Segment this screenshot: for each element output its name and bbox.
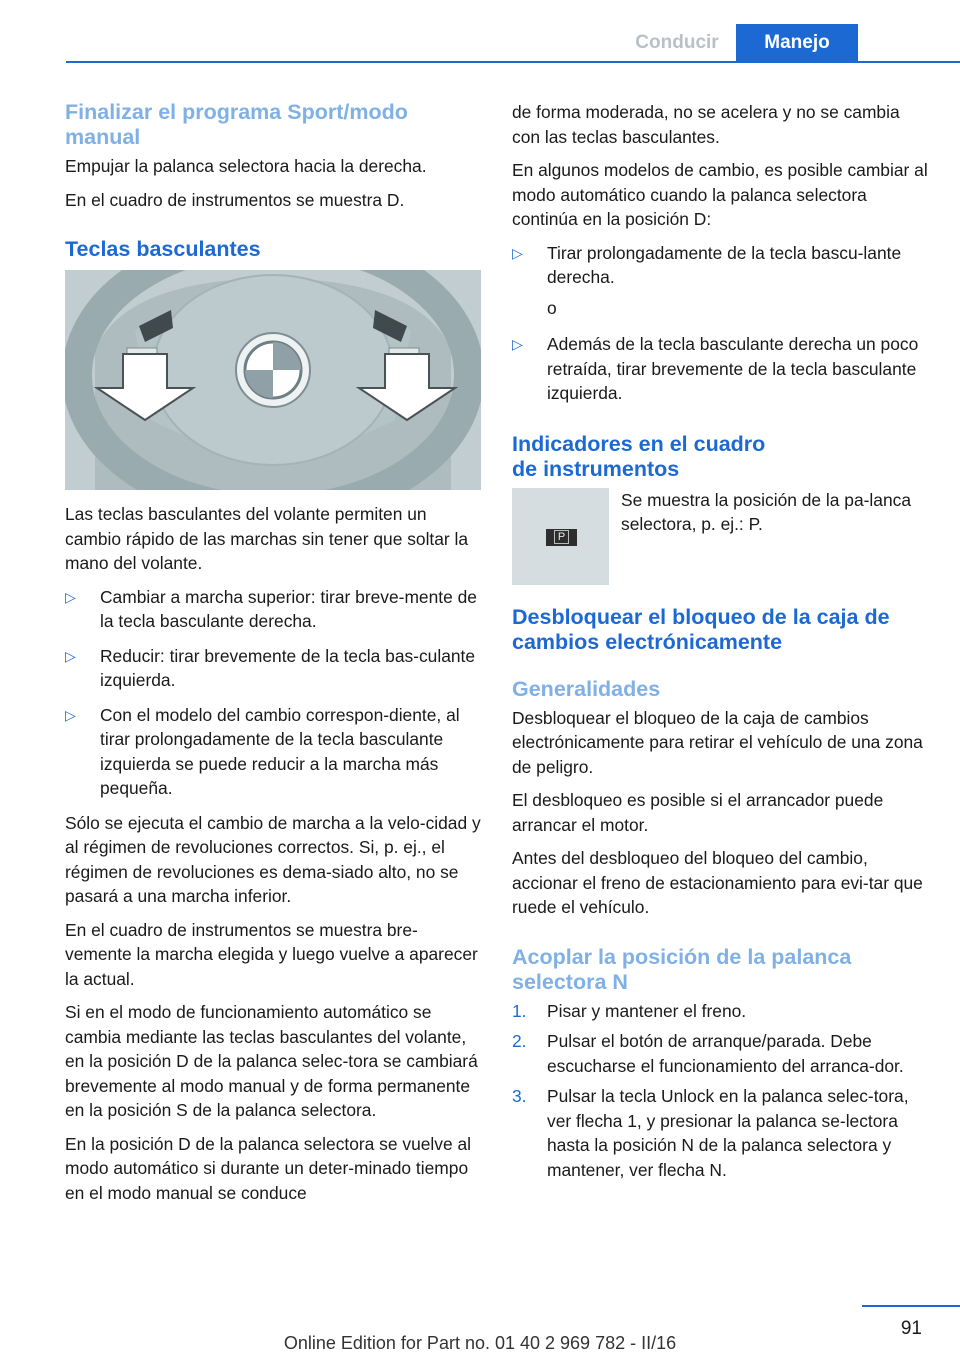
list-item: 3. Pulsar la tecla Unlock en la palanca selec‐tora, ver flecha 1, y presionar la palanca se‐lectora hasta la posición N de la palanca selectora y mantener, ver flecha N. xyxy=(512,1086,909,1180)
list-item: 2. Pulsar el botón de arranque/parada. Debe escucharse el funcionamiento del arranca‐dor. xyxy=(512,1031,904,1076)
list-item: ▷ Tirar prolongadamente de la tecla bascu‐lante derecha. xyxy=(512,242,902,287)
step-number: 3. xyxy=(512,1086,527,1106)
heading-finalizar: Finalizar el programa Sport/modo manual xyxy=(65,100,408,149)
tab-conducir[interactable]: Conducir xyxy=(635,32,719,53)
edition-footer: Online Edition for Part no. 01 40 2 969 782 - II/16 xyxy=(283,1333,677,1353)
footer-rule xyxy=(862,1305,960,1307)
left-column xyxy=(65,100,481,1214)
para-continuacion: de forma moderada, no se acelera y no se cambia con las teclas basculantes. xyxy=(512,102,900,147)
triangle-bullet-icon: ▷ xyxy=(512,244,523,261)
para-posible: El desbloqueo es posible si el arrancador puede arrancar el motor. xyxy=(512,790,884,835)
step-number: 2. xyxy=(512,1031,527,1051)
para-teclas-intro: Las teclas basculantes del volante permiten un cambio rápido de las marchas sin tener que soltar la mano del volante. xyxy=(65,504,469,573)
gear-indicator-image xyxy=(512,488,609,585)
heading-teclas-basculantes: Teclas basculantes xyxy=(65,237,261,261)
triangle-bullet-icon: ▷ xyxy=(65,706,76,723)
right-column xyxy=(512,100,928,1192)
heading-acoplar: Acoplar la posición de la palanca selectora N xyxy=(512,944,852,994)
indicator-row xyxy=(512,488,928,585)
heading-indicadores: Indicadores en el cuadro de instrumentos xyxy=(512,431,766,481)
para-modo-auto: Si en el modo de funcionamiento automático se cambia mediante las teclas basculantes del volante, en la posición D de la palanca selec‐tora se cambiará brevemente al modo manual y de forma permanente en la posición S de la palanca selectora. xyxy=(65,1002,478,1120)
page-number: 91 xyxy=(900,1318,922,1339)
or-text: o xyxy=(547,297,557,318)
para-antes: Antes del desbloqueo del bloqueo del cambio, accionar el freno de estacionamiento para evi‐tar que ruede el vehículo. xyxy=(512,848,923,917)
list-item: ▷ Reducir: tirar brevemente de la tecla bas‐culante izquierda. xyxy=(65,645,476,690)
list-item: ▷ Con el modelo del cambio correspon‐diente, al tirar prolongadamente de la tecla basculante izquierda se puede reducir a la marcha más pequeña. xyxy=(65,704,460,798)
para-solo: Sólo se ejecuta el cambio de marcha a la velo‐cidad y al régimen de revoluciones correctos. Si, p. ej., el régimen de revoluciones es dema‐siado alto, no se pasará a una marcha inferior. xyxy=(65,812,481,906)
para-posicion-d: En la posición D de la palanca selectora se vuelve al modo automático si durante un deter‐minado tiempo en el modo manual se conduce xyxy=(65,1133,472,1203)
list-item: ▷ Además de la tecla basculante derecha un poco retraída, tirar brevemente de la tecla basculante izquierda. xyxy=(512,334,919,403)
teclas-bullet-list xyxy=(65,585,481,801)
auto-bullet-list-2 xyxy=(512,332,928,406)
header-rule xyxy=(66,61,960,63)
heading-desbloquear: Desbloquear el bloqueo de la caja de cambios electrónicamente xyxy=(512,604,890,654)
para-algunos-modelos: En algunos modelos de cambio, es posible cambiar al modo automático cuando la palanca selectora continúa en la posición D: xyxy=(512,160,928,229)
para-cuadro-marcha: En el cuadro de instrumentos se muestra bre‐vemente la marcha elegida y luego vuelve a aparecer la actual. xyxy=(65,919,478,989)
triangle-bullet-icon: ▷ xyxy=(65,588,76,605)
step-number: 1. xyxy=(512,1000,527,1021)
list-item: ▷ Cambiar a marcha superior: tirar breve‐mente de la tecla basculante derecha. xyxy=(65,586,477,631)
triangle-bullet-icon: ▷ xyxy=(65,647,76,664)
indicator-text: Se muestra la posición de la pa‐lanca selectora, p. ej.: P. xyxy=(621,489,912,534)
para-empujar: Empujar la palanca selectora hacia la derecha. xyxy=(65,156,427,176)
acoplar-step-list xyxy=(512,999,928,1183)
heading-generalidades: Generalidades xyxy=(512,676,661,701)
list-item: 1. Pisar y mantener el freno. xyxy=(512,999,928,1024)
para-cuadro-d: En el cuadro de instrumentos se muestra D. xyxy=(65,189,405,210)
tab-manejo[interactable]: Manejo xyxy=(736,24,858,62)
steering-wheel-image xyxy=(65,270,481,490)
para-desbloquear: Desbloquear el bloqueo de la caja de cambios electrónicamente para retirar el vehículo de una zona de peligro. xyxy=(512,707,923,777)
triangle-bullet-icon: ▷ xyxy=(512,336,523,352)
gear-display: P xyxy=(546,529,577,546)
auto-bullet-list xyxy=(512,241,928,290)
